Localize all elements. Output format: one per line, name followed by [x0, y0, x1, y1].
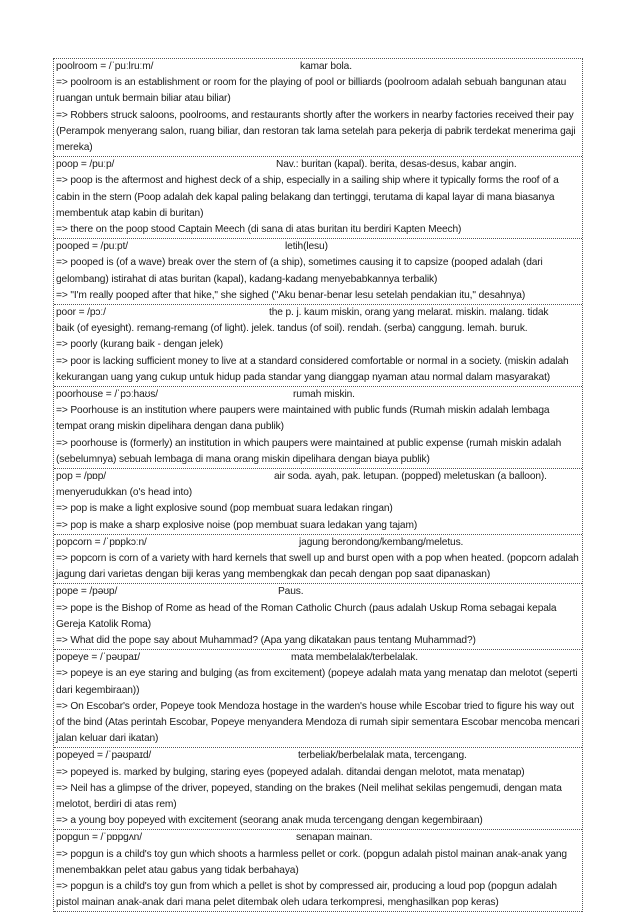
- example: => Poorhouse is an institution where paupers were maintained with public funds (Rumah miskin adalah lembaga tempat orang miskin dipelihara dengan dana publik): [56, 405, 550, 433]
- entry-pop: [54, 469, 582, 535]
- entry-poop: [54, 157, 582, 239]
- example: => On Escobar's order, Popeye took Mendoza hostage in the warden's house while Escobar tried to figure his way out of the bind (Atas perintah Escobar, Popeye menyandera Mendoza di rumah sipir sementara Escobar mencoba mencari jalan keluar dari ikatan): [56, 700, 580, 745]
- example: => pop is make a light explosive sound (pop membuat suara ledakan ringan): [56, 503, 393, 515]
- headword: popcorn = /ˈpɒpkɔːn/: [56, 536, 147, 548]
- example: => poorly (kurang baik - dengan jelek): [56, 339, 224, 351]
- meaning-continued: baik (of eyesight). remang-remang (of light). jelek. tandus (of soil). rendah. (serba) canggung. lemah. buruk.: [56, 323, 528, 335]
- headword: popeye = /ˈpəʊpaɪ/: [56, 652, 141, 664]
- example: => pop is make a sharp explosive noise (pop membuat suara ledakan yang tajam): [56, 519, 418, 531]
- meaning: letih(lesu): [285, 241, 328, 253]
- example: => there on the poop stood Captain Meech (di sana di atas buritan itu berdiri Kapten Meech): [56, 224, 462, 235]
- example: => poor is lacking sufficient money to live at a standard considered comfortable or normal in a society. (miskin adalah kekurangan uang yang cukup untuk hidup pada standar yang dianggap nyaman atau normal dalam masyarakat): [56, 355, 569, 383]
- meaning: jagung berondong/kembang/meletus.: [299, 536, 464, 548]
- meaning: kamar bola.: [300, 61, 352, 72]
- headword: pope = /pəʊp/: [56, 586, 118, 598]
- headword: poor = /pɔː/: [56, 307, 106, 318]
- headword: poolroom = /ˈpuːlruːm/: [56, 61, 154, 72]
- headword: popgun = /ˈpɒpɡʌn/: [56, 832, 142, 844]
- example: => "I'm really pooped after that hike," she sighed ("Aku benar-benar lesu setelah pendakian itu," desahnya): [56, 289, 526, 301]
- example: => poolroom is an establishment or room for the playing of pool or billiards (poolroom adalah sebuah bangunan atau ruangan untuk bermain biliar atau biliar): [56, 77, 567, 105]
- entry-pooped: [54, 239, 582, 305]
- meaning: Nav.: buritan (kapal). berita, desas-desus, kabar angin.: [276, 159, 517, 171]
- example: => pope is the Bishop of Rome as head of the Roman Catholic Church (paus adalah Uskup Roma sebagai kepala Gereja Katolik Roma): [56, 602, 557, 630]
- example: => a young boy popeyed with excitement (seorang anak muda tercengang dengan kegembiraan): [56, 815, 483, 827]
- example: => poorhouse is (formerly) an institution in which paupers were maintained at public expense (rumah miskin adalah (sebelumnya) sebuah lembaga di mana orang miskin dipelihara dengan biaya publik): [56, 437, 562, 465]
- headword: popeyed = /ˈpəʊpaɪd/: [56, 750, 152, 762]
- example: => Robbers struck saloons, poolrooms, and restaurants shortly after the workers in nearby factories received their pay (Perampok menyerang salon, ruang biliar, dan restoran tak lama setelah para pekerja di pabrik terdekat menerima gaji mereka): [56, 109, 576, 153]
- example: => popgun is a child's toy gun which shoots a harmless pellet or cork. (popgun adalah pistol mainan anak-anak yang menembakkan pelet atau gabus yang tidak berbahaya): [56, 848, 567, 876]
- meaning-continued: menyerudukkan (o's head into): [56, 487, 193, 499]
- entry-popeyed: [54, 748, 582, 830]
- meaning: terbeliak/berbelalak mata, tercengang.: [298, 750, 467, 762]
- example: => pooped is (of a wave) break over the stern of (a ship), sometimes causing it to capsize (pooped adalah (dari gelombang) istirahat di atas buritan (kapal), kadang-kadang menyebabkannya terbalik): [56, 257, 543, 285]
- example: => Neil has a glimpse of the driver, popeyed, standing on the brakes (Neil melihat sekilas pengemudi, dengan mata melotot, berdiri di atas rem): [56, 782, 562, 810]
- entry-popgun: [54, 830, 582, 912]
- entry-popeye: [54, 650, 582, 748]
- meaning: rumah miskin.: [293, 389, 355, 400]
- dictionary-page: [53, 58, 583, 912]
- example: => popeye is an eye staring and bulging (as from excitement) (popeye adalah mata yang menatap dan melotot (seperti dari kegembiraan)): [56, 668, 578, 696]
- example: => popcorn is corn of a variety with hard kernels that swell up and burst open with a pop when heated. (popcorn adalah jagung dari varietas dengan biji keras yang membengkak dan pecah dengan pop saat dipanaskan): [56, 552, 579, 581]
- entry-poorhouse: [54, 387, 582, 469]
- meaning: Paus.: [278, 586, 304, 598]
- entry-poolroom: [54, 59, 582, 157]
- headword: pop = /pɒp/: [56, 471, 106, 482]
- headword: poorhouse = /ˈpɔːhaʊs/: [56, 389, 158, 400]
- example: => What did the pope say about Muhammad? (Apa yang dikatakan paus tentang Muhammad?): [56, 634, 476, 646]
- headword: pooped = /puːpt/: [56, 241, 129, 253]
- entry-poor: [54, 305, 582, 387]
- meaning: senapan mainan.: [296, 832, 373, 844]
- headword: poop = /puːp/: [56, 159, 115, 171]
- example: => poop is the aftermost and highest deck of a ship, especially in a sailing ship where it typically forms the roof of a cabin in the stern (Poop adalah dek kapal paling belakang dan tertinggi, terutama di kapal layar di mana biasanya membentuk atap kabin di buritan): [56, 175, 559, 219]
- entry-popcorn: [54, 535, 582, 585]
- meaning: mata membelalak/terbelalak.: [291, 652, 418, 664]
- meaning: air soda. ayah, pak. letupan. (popped) meletuskan (a balloon).: [274, 471, 547, 482]
- example: => popeyed is. marked by bulging, staring eyes (popeyed adalah. ditandai dengan melotot, mata menatap): [56, 766, 525, 778]
- example: => popgun is a child's toy gun from which a pellet is shot by compressed air, producing a loud pop (popgun adalah pistol mainan anak-anak dari mana pelet ditembak oleh udara terkompresi, menghasilkan pop keras): [56, 880, 557, 909]
- entry-pope: [54, 584, 582, 650]
- meaning: the p. j. kaum miskin, orang yang melarat. miskin. malang. tidak: [269, 307, 549, 318]
